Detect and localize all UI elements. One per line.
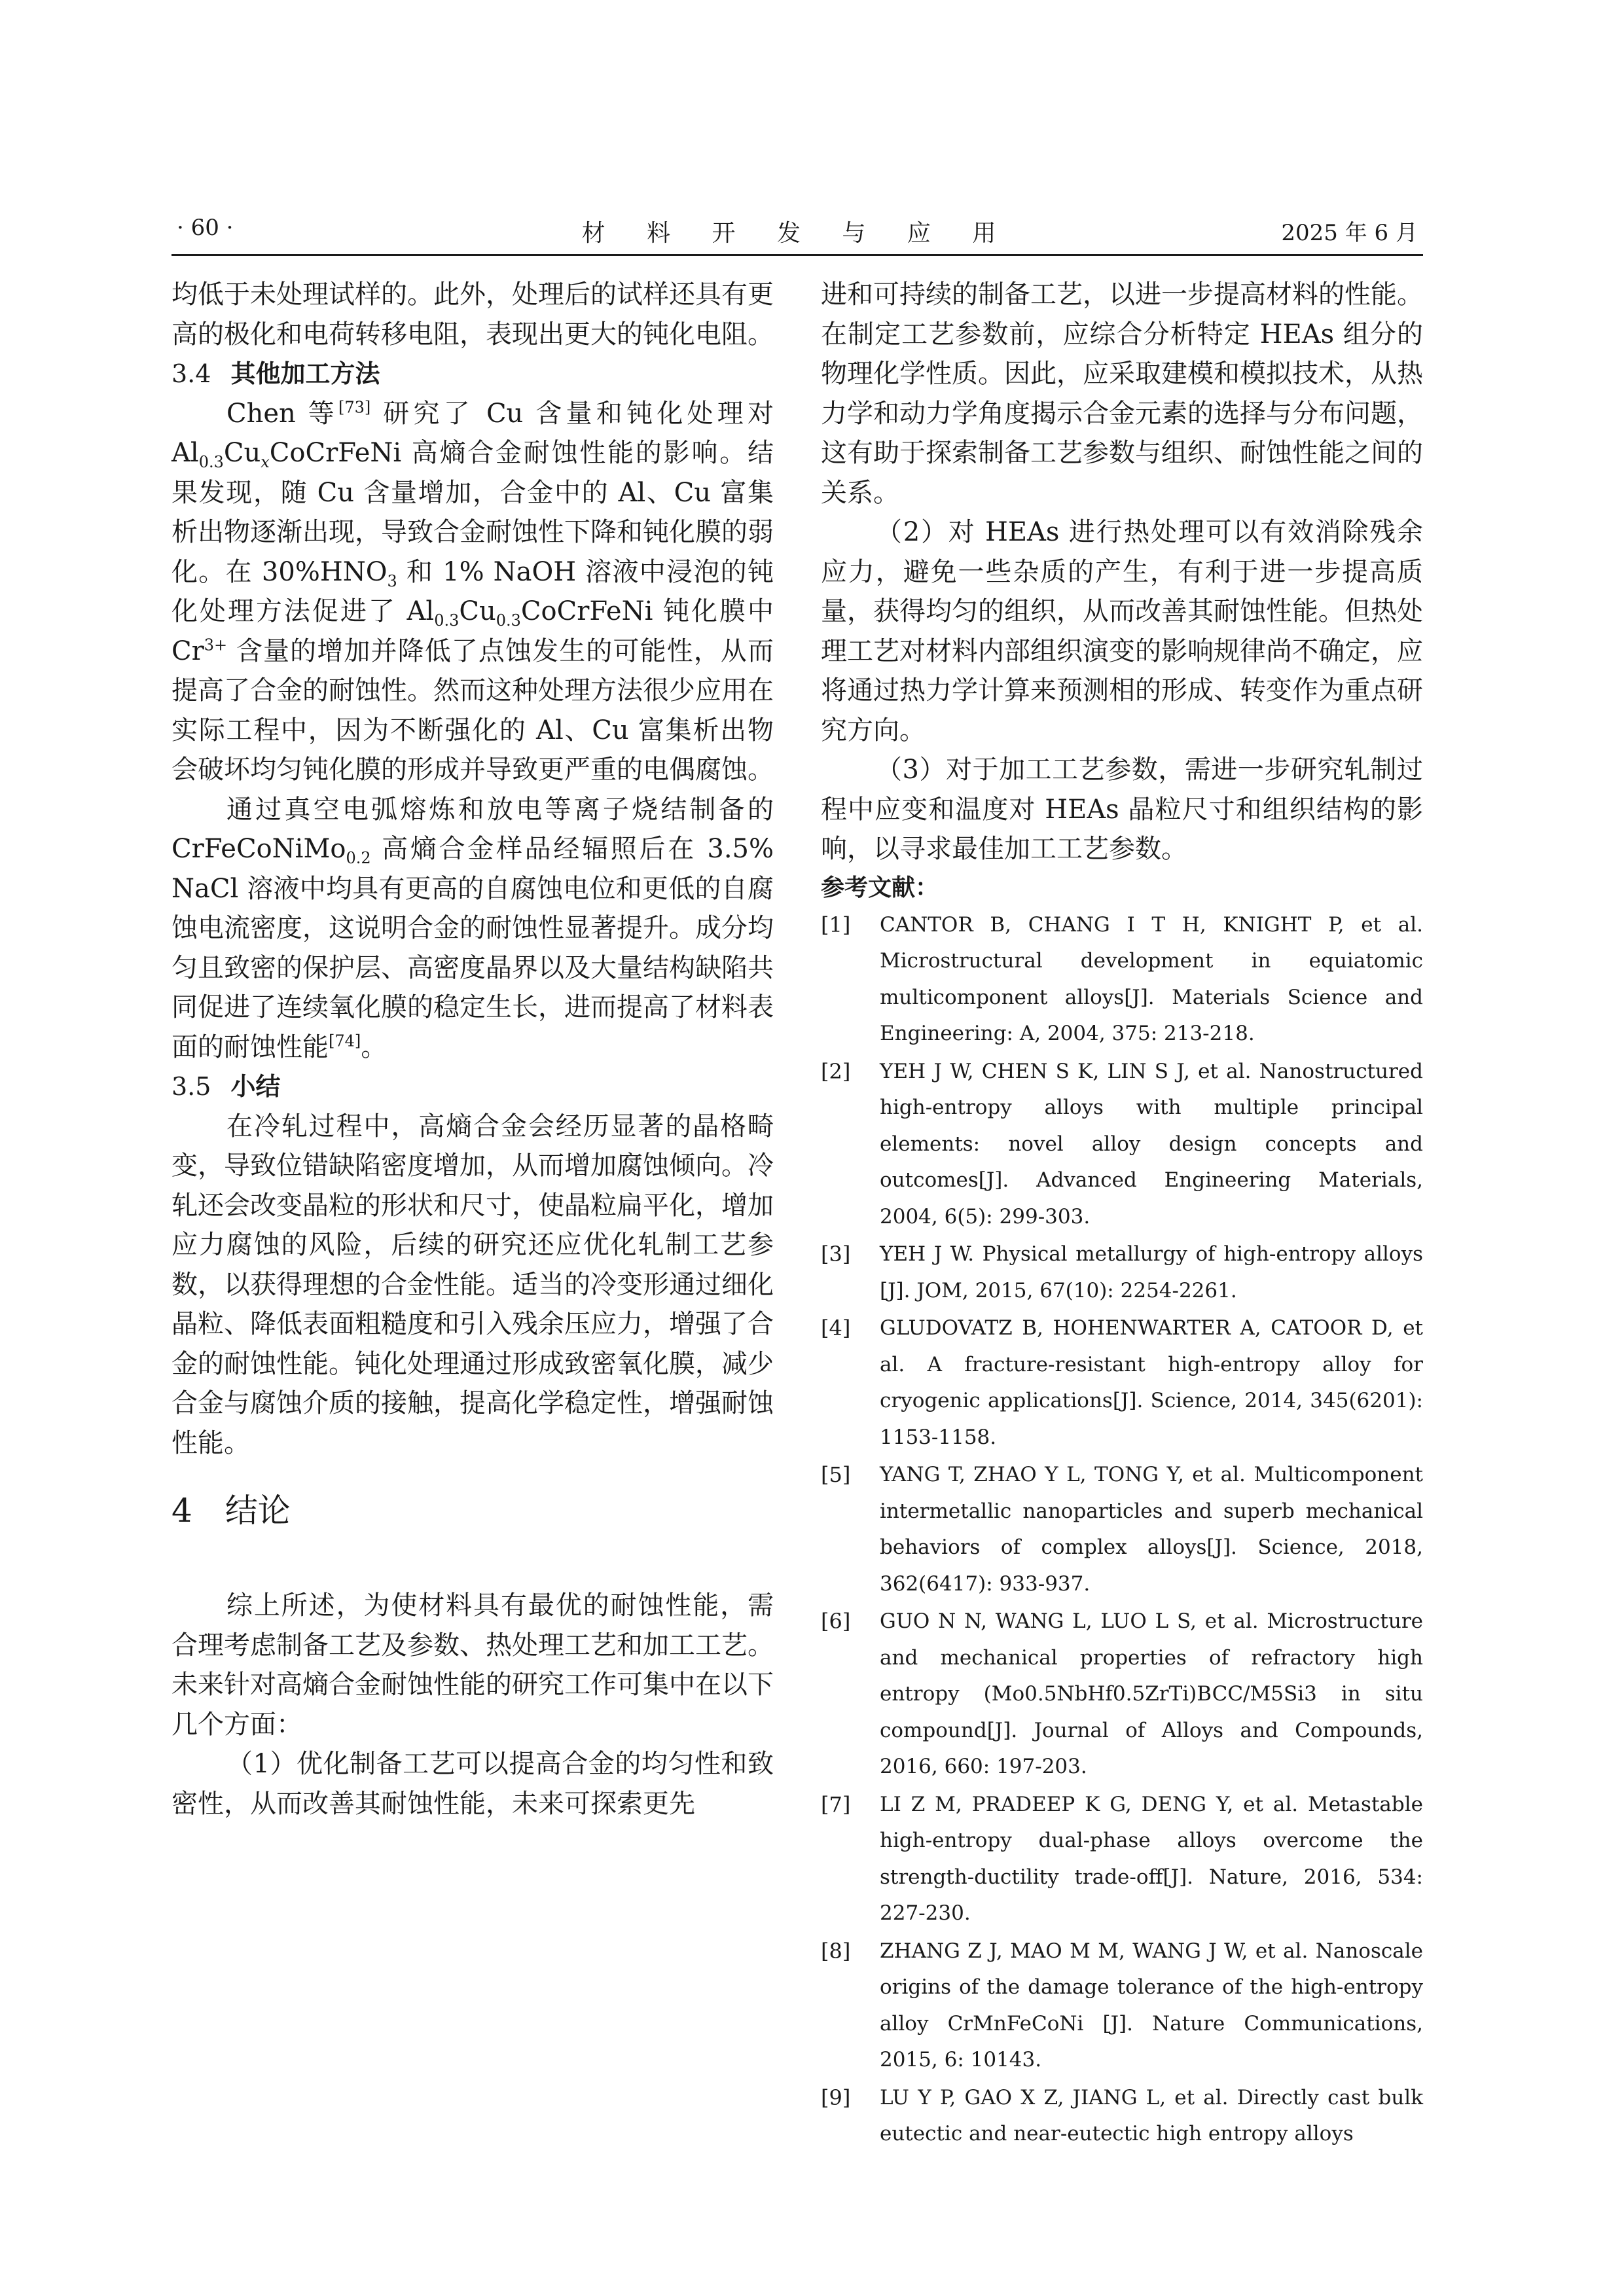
paragraph-irradiation: 通过真空电弧熔炼和放电等离子烧结制备的 CrFeCoNiMo$_{0.2}$ 高熵合金样品经辐照后在 3.5% NaCl 溶液中均具有更高的自腐蚀电位和更低的自腐蚀电流密度，这说明合金的耐蚀性显著提升。成分均匀且致密的保护层、高密度晶界以及大量结构缺陷共同促进了连续氧化膜的稳定生长，进而提高了材料表面的耐蚀性能[74]。 (171, 794, 774, 1062)
reference-item: [1] CANTOR B, CHANG I T H, KNIGHT P, et al. Microstructural development in equiatomic multicomponent alloys[J]. Materials Science and Engineering: A, 2004, 375: 213-218. (821, 912, 1423, 1045)
running-header (171, 208, 1423, 256)
paragraph: 进和可持续的制备工艺，以进一步提高材料的性能。在制定工艺参数前，应综合分析特定 HEAs 组分的物理化学性质。因此，应采取建模和模拟技术，从热力学和动力学角度揭示合金元素的选择与分布问题，这有助于探索制备工艺参数与组织、耐蚀性能之间的关系。 (821, 279, 1423, 508)
paragraph: 均低于未处理试样的。此外，处理后的试样还具有更高的极化和电荷转移电阻，表现出更大的钝化电阻。 (171, 279, 774, 350)
reference-item: [6] GUO N N, WANG L, LUO L S, et al. Microstructure and mechanical properties of refractory high entropy (Mo0.5NbHf0.5ZrTi)BCC/M5Si3 in situ compound[J]. Journal of Alloys and Compounds, 2016, 660: 197-203. (821, 1609, 1423, 1778)
section-number: 3.4 (171, 359, 211, 388)
issue-date: 2025 年 6 月 (1281, 220, 1418, 246)
chapter-heading-conclusion (171, 1488, 774, 1534)
paragraph: 综上所述，为使材料具有最优的耐蚀性能，需合理考虑制备工艺及参数、热处理工艺和加工工艺。未来针对高熵合金耐蚀性能的研究工作可集中在以下几个方面： (171, 1590, 774, 1740)
reference-item: [9] LU Y P, GAO X Z, JIANG L, et al. Directly cast bulk eutectic and near-eutectic high entropy alloys (821, 2085, 1423, 2145)
chapter-number: 4 (171, 1492, 192, 1530)
reference-item: [2] YEH J W, CHEN S K, LIN S J, et al. Nanostructured high-entropy alloys with multiple principal elements: novel alloy design concepts and outcomes[J]. Advanced Engineering Materials, 2004, 6(5): 299-303. (821, 1058, 1423, 1229)
chapter-title: 结论 (225, 1492, 291, 1530)
journal-title: 材 料 开 发 与 应 用 (581, 220, 1013, 247)
reference-item: [7] LI Z M, PRADEEP K G, DENG Y, et al. Metastable high-entropy dual-phase alloys overcome the strength-ductility trade-off[J]. Nature, 2016, 534: 227-230. (821, 1791, 1423, 1925)
paragraph: （2）对 HEAs 进行热处理可以有效消除残余应力，避免一些杂质的产生，有利于进一步提高质量，获得均匀的组织，从而改善其耐蚀性能。但热处理工艺对材料内部组织演变的影响规律尚不确定，应将通过热力学计算来预测相的形成、转变作为重点研究方向。 (821, 517, 1423, 745)
section-heading-3-5 (171, 1067, 774, 1107)
paragraph-chen: Chen 等[73] 研究了 Cu 含量和钝化处理对 $Al_{0.3}Cu_xCoCrFeNi$ 高熵合金耐蚀性能的影响。结果发现，随 Cu 含量增加，合金中的 Al、Cu 富集析出物逐渐出现，导致合金耐蚀性下降和钝化膜的弱化。在 $30\%HNO_3$ 和 1% NaOH 溶液中浸泡的钝化处理方法促进了 $Al_{0.3}Cu_{0.3}CoCrFeNi$ 钝化膜中 $Cr^{3+}$ 含量的增加并降低了点蚀发生的可能性，从而提高了合金的耐蚀性。然而这种处理方法很少应用在实际工程中，因为不断强化的 Al、Cu 富集析出物会破坏均匀钝化膜的形成并导致更严重的电偶腐蚀。 (171, 398, 774, 785)
paragraph-summary: 在冷轧过程中，高熵合金会经历显著的晶格畸变，导致位错缺陷密度增加，从而增加腐蚀倾向。冷轧还会改变晶粒的形状和尺寸，使晶粒扁平化，增加应力腐蚀的风险，后续的研究还应优化轧制工艺参数，以获得理想的合金性能。适当的冷变形通过细化晶粒、降低表面粗糙度和引入残余压应力，增强了合金的耐蚀性能。钝化处理通过形成致密氧化膜，减少合金与腐蚀介质的接触，提高化学稳定性，增强耐蚀性能。 (171, 1111, 774, 1458)
section-title: 小结 (230, 1072, 281, 1101)
reference-item: [4] GLUDOVATZ B, HOHENWARTER A, CATOOR D, et al. A fracture-resistant high-entropy alloy for cryogenic applications[J]. Science, 2014, 345(6201): 1153-1158. (821, 1316, 1423, 1449)
references-heading: 参考文献： (821, 874, 939, 901)
paragraph: （1）优化制备工艺可以提高合金的均匀性和致密性，从而改善其耐蚀性能，未来可探索更先 (171, 1749, 774, 1819)
reference-list (821, 907, 1423, 2153)
reference-item: [3] YEH J W. Physical metallurgy of high-entropy alloys [J]. JOM, 2015, 67(10): 2254-2261. (821, 1242, 1423, 1302)
section-number: 3.5 (171, 1072, 211, 1101)
paragraph: （3）对于加工工艺参数，需进一步研究轧制过程中应变和温度对 HEAs 晶粒尺寸和组织结构的影响，以寻求最佳加工工艺参数。 (821, 755, 1423, 864)
left-column (171, 275, 774, 1823)
citation: [73] (338, 398, 371, 417)
right-column (821, 275, 1423, 2154)
page-number: · 60 · (177, 215, 234, 241)
reference-item: [8] ZHANG Z J, MAO M M, WANG J W, et al. Nanoscale origins of the damage tolerance of the high-entropy alloy CrMnFeCoNi [J]. Nature Communications, 2015, 6: 10143. (821, 1938, 1423, 2072)
section-heading-3-4 (171, 354, 774, 394)
reference-item: [5] YANG T, ZHAO Y L, TONG Y, et al. Multicomponent intermetallic nanoparticles and superb mechanical behaviors of complex alloys[J]. Science, 2018, 362(6417): 933-937. (821, 1462, 1423, 1596)
citation: [74] (329, 1031, 361, 1050)
section-title: 其他加工方法 (230, 359, 380, 388)
